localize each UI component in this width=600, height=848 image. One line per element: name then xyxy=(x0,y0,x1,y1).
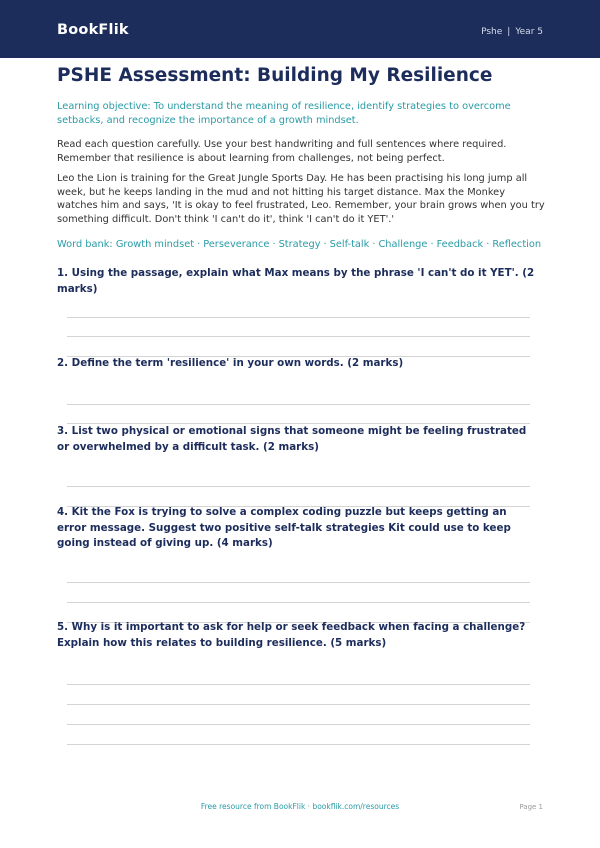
reading-passage: Leo the Lion is training for the Great Jungle Sports Day. He has been practising his long jump all week, but he keeps landing in the mud and not hitting his target distance. Max the Monkey watches him and says, 'It is okay to feel frustrated, Leo. Remember, your brain grows when you try something difficult. Don't think 'I can't do it', think 'I can't do it YET'.' xyxy=(57,173,545,225)
question-5: 5. Why is it important to ask for help or seek feedback when facing a challenge? Explain how this relates to building resilience. (5 marks) xyxy=(57,621,526,649)
header-bar xyxy=(0,0,600,58)
word-bank-label: Word bank: xyxy=(57,239,113,250)
footer-credit[interactable]: Free resource from BookFlik · bookflik.com/resources xyxy=(200,802,400,811)
answer-line[interactable] xyxy=(67,744,530,745)
meta-separator: | xyxy=(507,27,511,37)
page-title: PSHE Assessment: Building My Resilience xyxy=(57,65,493,86)
question-4: 4. Kit the Fox is trying to solve a complex coding puzzle but keeps getting an error message. Suggest two positive self-talk strategies Kit could use to keep going instead of giving up. (4 marks) xyxy=(57,506,511,549)
year-label: Year 5 xyxy=(515,27,543,37)
brand-logo[interactable]: BookFlik xyxy=(57,22,129,38)
question-2: 2. Define the term 'resilience' in your own words. (2 marks) xyxy=(57,357,404,369)
word-bank-word: Challenge xyxy=(378,239,428,250)
page-number: Page 1 xyxy=(519,803,543,811)
answer-line[interactable] xyxy=(67,336,530,337)
instructions-text: Read each question carefully. Use your best handwriting and full sentences where required. Remember that resilience is about learning from challenges, not being perfect. xyxy=(57,139,507,164)
word-bank-word: Self-talk xyxy=(329,239,370,250)
word-separator: · xyxy=(486,239,490,250)
word-bank-word: Feedback xyxy=(436,239,484,250)
word-separator: · xyxy=(372,239,376,250)
learning-objective: Learning objective: To understand the meaning of resilience, identify strategies to overcome setbacks, and recognize the importance of a growth mindset. xyxy=(57,101,511,126)
subject-year-meta xyxy=(481,27,543,37)
answer-line[interactable] xyxy=(67,317,530,318)
word-separator: · xyxy=(272,239,276,250)
answer-line[interactable] xyxy=(67,404,530,405)
answer-line[interactable] xyxy=(67,486,530,487)
question-3: 3. List two physical or emotional signs that someone might be feeling frustrated or overwhelmed by a difficult task. (2 marks) xyxy=(57,425,527,453)
word-separator: · xyxy=(430,239,434,250)
subject-label: Pshe xyxy=(481,27,503,37)
answer-line[interactable] xyxy=(67,684,530,685)
answer-line[interactable] xyxy=(67,582,530,583)
word-bank-word: Strategy xyxy=(278,239,321,250)
answer-line[interactable] xyxy=(67,704,530,705)
word-separator: · xyxy=(197,239,201,250)
answer-line[interactable] xyxy=(67,724,530,725)
answer-line[interactable] xyxy=(67,602,530,603)
word-separator: · xyxy=(323,239,327,250)
word-bank-word: Growth mindset xyxy=(115,239,195,250)
word-bank-word: Perseverance xyxy=(203,239,270,250)
word-bank xyxy=(57,238,547,252)
question-1: 1. Using the passage, explain what Max means by the phrase 'I can't do it YET'. (2 marks) xyxy=(57,267,535,295)
word-bank-word: Reflection xyxy=(492,239,542,250)
